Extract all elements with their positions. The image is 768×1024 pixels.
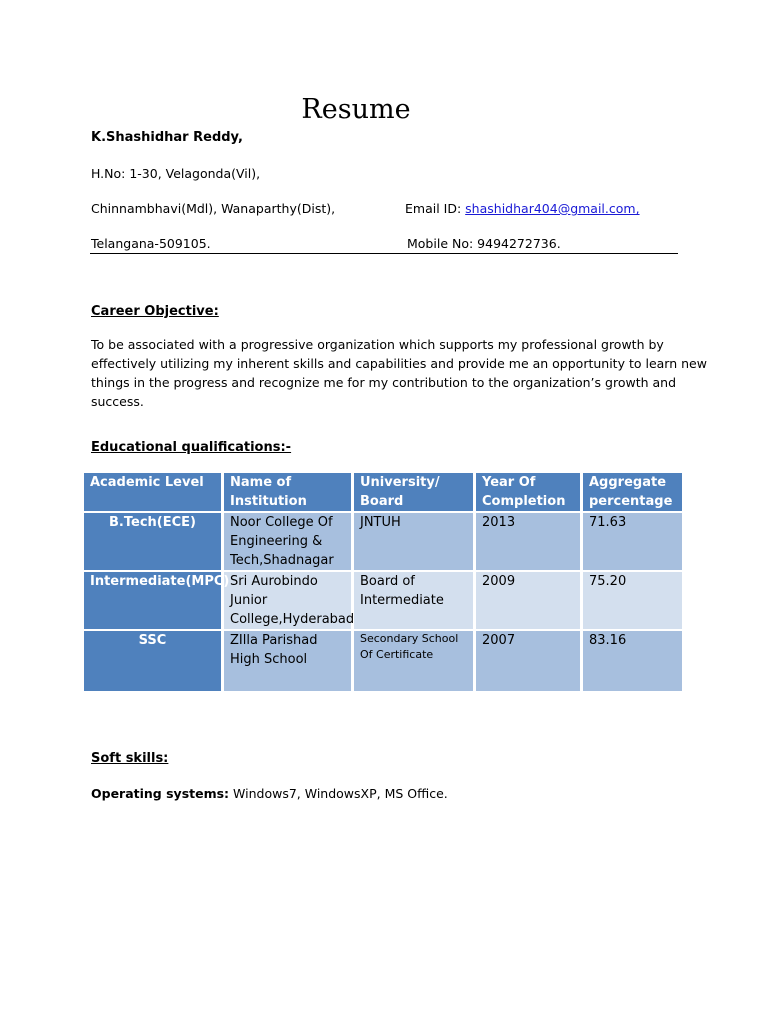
table-row xyxy=(84,631,682,691)
address-line-2: Chinnambhavi(Mdl), Wanaparthy(Dist), xyxy=(91,201,336,216)
academic-level-cell: SSC xyxy=(84,631,221,691)
percentage-cell: 71.63 xyxy=(583,513,682,570)
table-row xyxy=(84,513,682,570)
header-institution: Name of Institution xyxy=(224,473,351,511)
header-year: Year Of Completion xyxy=(476,473,580,511)
academic-level-cell: B.Tech(ECE) xyxy=(84,513,221,570)
operating-systems-line xyxy=(91,786,448,801)
career-objective-text: To be associated with a progressive organization which supports my professional growth by effectively utilizing my inherent skills and capabilities and provide me an opportunity to learn new things in the progress and recognize me for my contribution to the organization’s growth and success. xyxy=(91,337,707,409)
career-objective-heading: Career Objective: xyxy=(91,304,219,319)
year-cell: 2013 xyxy=(476,513,580,570)
institution-cell: ZIlla Parishad High School xyxy=(224,631,351,691)
soft-skills-heading: Soft skills: xyxy=(91,751,169,766)
email-row xyxy=(405,201,640,216)
education-heading: Educational qualifications:- xyxy=(91,440,292,455)
year-cell: 2007 xyxy=(476,631,580,691)
email-link[interactable]: shashidhar404@gmail.com, xyxy=(465,201,640,216)
year-cell: 2009 xyxy=(476,572,580,629)
header-divider xyxy=(90,253,678,254)
address-line-3: Telangana-509105. xyxy=(91,236,211,251)
education-table xyxy=(81,471,685,693)
address-line-1: H.No: 1-30, Velagonda(Vil), xyxy=(91,166,261,181)
board-cell: JNTUH xyxy=(354,513,473,570)
percentage-cell: 83.16 xyxy=(583,631,682,691)
table-row xyxy=(84,572,682,629)
institution-cell: Sri Aurobindo Junior College,Hyderabad xyxy=(224,572,351,629)
percentage-cell: 75.20 xyxy=(583,572,682,629)
mobile-number: Mobile No: 9494272736. xyxy=(407,236,561,251)
header-academic-level: Academic Level xyxy=(84,473,221,511)
academic-level-cell: Intermediate(MPC) xyxy=(84,572,221,629)
header-percentage: Aggregate percentage xyxy=(583,473,682,511)
operating-systems-value: Windows7, WindowsXP, MS Office. xyxy=(229,786,448,801)
board-cell: Secondary School Of Certificate xyxy=(354,631,473,691)
candidate-name: K.Shashidhar Reddy, xyxy=(91,130,243,145)
board-cell: Board of Intermediate xyxy=(354,572,473,629)
table-header-row xyxy=(84,473,682,511)
header-university-board: University/ Board xyxy=(354,473,473,511)
operating-systems-label: Operating systems: xyxy=(91,786,230,801)
page-title: Resume xyxy=(301,94,411,125)
institution-cell: Noor College Of Engineering & Tech,Shadnagar xyxy=(224,513,351,570)
email-label: Email ID: xyxy=(405,201,462,216)
